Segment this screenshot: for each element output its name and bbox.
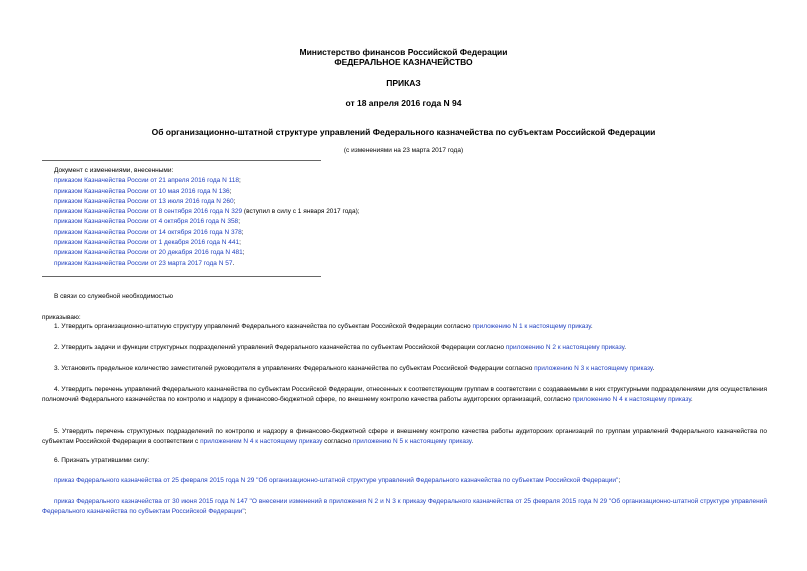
paragraph-1: 1. Утвердить организационно-штатную структуру управлений Федерального казначейства по субъектам Российской Федерации согласно приложению N 1 к настоящему приказу. [54, 323, 593, 330]
change-link[interactable]: приказом Казначейства России от 14 октября 2016 года N 378 [54, 228, 242, 236]
change-item: приказом Казначейства России от 21 апреля 2016 года N 118; [54, 177, 241, 185]
paragraph-2: 2. Утвердить задачи и функции структурных подразделений управлений Федерального казначейства по субъектам Российской Федерации согласно приложению N 2 к настоящему приказу. [54, 344, 627, 351]
change-item: приказом Казначейства России от 10 мая 2016 года N 136; [54, 187, 232, 195]
change-item: приказом Казначейства России от 23 марта 2017 года N 57. [54, 259, 235, 267]
doc-type: ПРИКАЗ [386, 78, 421, 88]
paragraph-6b: приказ Федерального казначейства от 30 июня 2015 года N 147 "О внесении изменений в приложения N 2 и N 3 к приказу Федерального казначейства от 25 февраля 2015 года N 29 "Об организационно-штатной структуре управлений Федерального казначейства по субъектам Российской Федерации"; [42, 498, 767, 515]
repealed-order-147-link[interactable]: приказ Федерального казначейства от 30 июня 2015 года N 147 "О внесении изменений в приложения N 2 и N 3 к приказу Федерального казначейства от 25 февраля 2015 года N 29 "Об организационно-штатной структуре управлений Федерального казначейства по субъектам Российской Федерации" [42, 498, 767, 515]
paragraph-5: 5. Утвердить перечень структурных подразделений по контролю и надзору в финансово-бюджетной сфере и внешнему контролю качества работы аудиторских организаций по группам управлений Федерального казначейства по субъектам Российской Федерации в соответствии с приложением N 4 к настоящему приказу согласно приложению N 5 к настоящему приказу. [42, 428, 767, 445]
appendix-2-link[interactable]: приложению N 2 к настоящему приказу [505, 344, 625, 351]
change-link[interactable]: приказом Казначейства России от 20 декабря 2016 года N 481 [54, 249, 243, 257]
changes-top-rule [42, 160, 321, 161]
change-item: приказом Казначейства России от 1 декабря 2016 года N 441; [54, 239, 241, 247]
change-link[interactable]: приказом Казначейства России от 10 мая 2016 года N 136 [54, 187, 230, 195]
document-header [0, 47, 807, 67]
change-link[interactable]: приказом Казначейства России от 13 июля 2016 года N 260 [54, 197, 234, 205]
doc-title: Об организационно-штатной структуре управлений Федерального казначейства по субъектам Российской Федерации [151, 127, 656, 137]
appendix-4-link-2[interactable]: приложением N 4 к настоящему приказу [200, 438, 323, 445]
change-item: приказом Казначейства России от 20 декабря 2016 года N 481; [54, 249, 245, 257]
appendix-4-link[interactable]: приложению N 4 к настоящему приказу [572, 396, 691, 403]
change-item: приказом Казначейства России от 8 сентября 2016 года N 329 (вступил в силу с 1 января 2017 года); [54, 208, 360, 216]
paragraph-4: 4. Утвердить перечень управлений Федерального казначейства по субъектам Российской Федерации, отнесенных к соответствующим группам в соответствии с создаваемыми в них структурными подразделениями для осуществления полномочий Федерального казначейства по контролю и надзору в финансово-бюджетной сфере, по внешнему контролю качества работы аудиторских организаций, согласно приложению N 4 к настоящему приказу. [42, 386, 767, 403]
repealed-order-29-link[interactable]: приказ Федерального казначейства от 25 февраля 2015 года N 29 "Об организационно-штатной структуре управлений Федерального казначейства по субъектам Российской Федерации" [54, 477, 619, 484]
changes-bottom-rule [42, 276, 321, 277]
change-link[interactable]: приказом Казначейства России от 8 сентября 2016 года N 329 [54, 208, 243, 216]
paragraph-6a: приказ Федерального казначейства от 25 февраля 2015 года N 29 "Об организационно-штатной структуре управлений Федерального казначейства по субъектам Российской Федерации"; [54, 477, 621, 484]
agency-name: ФЕДЕРАЛЬНОЕ КАЗНАЧЕЙСТВО [334, 57, 473, 67]
revision-note: (с изменениями на 23 марта 2017 года) [343, 147, 464, 154]
changes-intro: Документ с изменениями, внесенными: [54, 167, 174, 174]
preamble: В связи со служебной необходимостью [54, 293, 174, 300]
change-link[interactable]: приказом Казначейства России от 1 декабря 2016 года N 441 [54, 239, 240, 247]
order-word: приказываю: [42, 314, 81, 321]
doc-date-number: от 18 апреля 2016 года N 94 [345, 98, 462, 108]
change-link[interactable]: приказом Казначейства России от 4 октября 2016 года N 358 [54, 218, 239, 226]
appendix-3-link[interactable]: приложению N 3 к настоящему приказу [534, 365, 653, 372]
change-item: приказом Казначейства России от 14 октября 2016 года N 378; [54, 228, 244, 236]
appendix-1-link[interactable]: приложению N 1 к настоящему приказу [472, 323, 591, 330]
change-link[interactable]: приказом Казначейства России от 23 марта 2017 года N 57 [54, 259, 233, 267]
change-item: приказом Казначейства России от 4 октября 2016 года N 358; [54, 218, 240, 226]
paragraph-6: 6. Признать утратившими силу: [54, 457, 150, 464]
appendix-5-link[interactable]: приложению N 5 к настоящему приказу [352, 438, 472, 445]
change-link[interactable]: приказом Казначейства России от 21 апреля 2016 года N 118 [54, 177, 239, 185]
change-item: приказом Казначейства России от 13 июля 2016 года N 260; [54, 197, 236, 205]
changes-block [54, 166, 360, 269]
paragraph-3: 3. Установить предельное количество заместителей руководителя в управлениях Федерального казначейства по субъектам Российской Федерации согласно приложению N 3 к настоящему приказу. [54, 365, 655, 372]
ministry-name: Министерство финансов Российской Федерации [299, 47, 508, 57]
